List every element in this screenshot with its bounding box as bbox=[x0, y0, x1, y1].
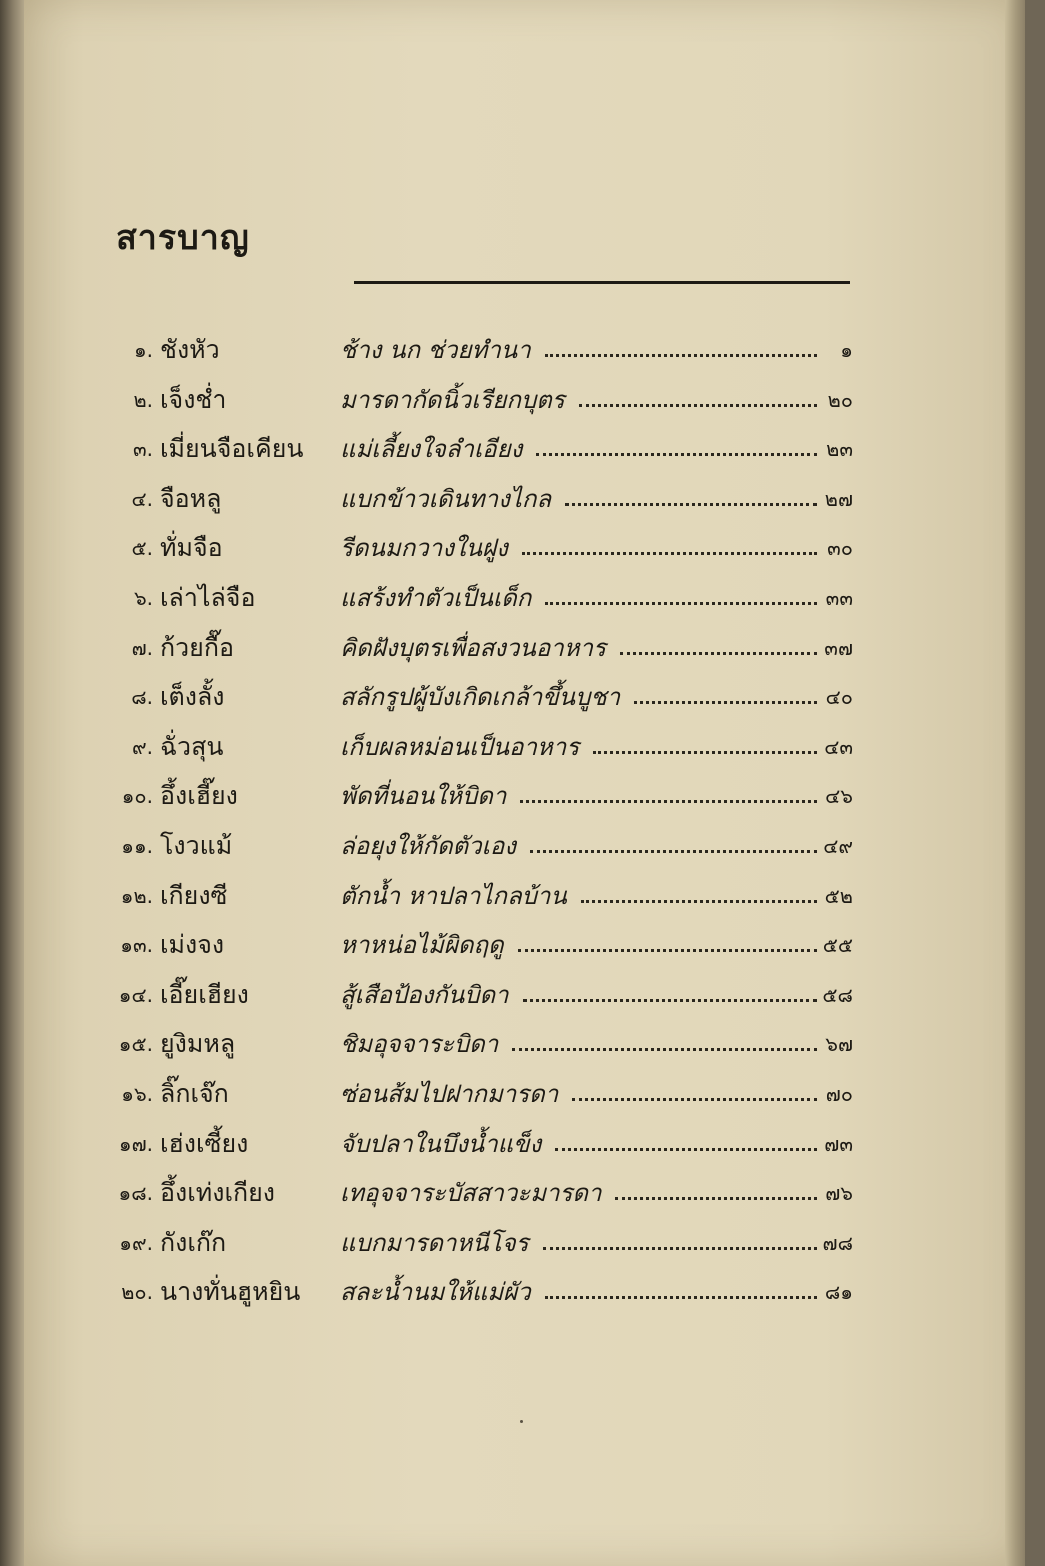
toc-entry bbox=[24, 1120, 1025, 1170]
dot-leader bbox=[536, 453, 817, 456]
entry-name: เกียงซี bbox=[160, 880, 228, 910]
entry-page: ๖๗ bbox=[825, 1032, 853, 1057]
entry-number: ๑๗. bbox=[118, 1131, 153, 1156]
dot-leader bbox=[572, 1098, 817, 1101]
entry-page: ๔๖ bbox=[825, 784, 853, 809]
entry-name: อึ้งเฮี๊ยง bbox=[160, 781, 238, 811]
entry-name: เจ็งช่ำ bbox=[160, 384, 227, 414]
entry-number: ๑๖. bbox=[121, 1081, 153, 1106]
entry-page: ๓๗ bbox=[824, 635, 853, 660]
entry-number: ๑๘. bbox=[118, 1181, 153, 1206]
page-title: สารบาญ bbox=[116, 218, 250, 258]
entry-number: ๑๙. bbox=[119, 1230, 153, 1255]
entry-name: เม่งจง bbox=[160, 930, 225, 960]
toc-entry bbox=[24, 723, 1025, 773]
paper-speck bbox=[520, 1420, 523, 1423]
dot-leader bbox=[593, 751, 817, 754]
toc-entry bbox=[24, 425, 1025, 475]
entry-name: เล่าไล่จือ bbox=[160, 582, 256, 612]
entry-name: เมี่ยนจือเคียน bbox=[160, 434, 304, 464]
entry-page: ๒๗ bbox=[824, 486, 853, 511]
entry-name: ทั่มจือ bbox=[160, 533, 223, 563]
entry-page: ๑ bbox=[840, 338, 853, 362]
dot-leader bbox=[522, 552, 817, 555]
entry-subject: ล่อยุงให้กัดตัวเอง bbox=[340, 831, 516, 860]
entry-name: ลิ๊กเจ๊ก bbox=[160, 1078, 229, 1108]
entry-page: ๕๘ bbox=[822, 982, 853, 1007]
dot-leader bbox=[565, 503, 817, 506]
entry-subject: สลักรูปผู้บังเกิดเกล้าขึ้นบูชา bbox=[340, 683, 621, 712]
entry-subject: พัดที่นอนให้บิดา bbox=[340, 782, 507, 811]
entry-page: ๗๘ bbox=[822, 1230, 853, 1255]
entry-page: ๗๐ bbox=[825, 1081, 853, 1106]
entry-number: ๙. bbox=[131, 734, 153, 759]
dot-leader bbox=[634, 701, 817, 704]
entry-page: ๓๐ bbox=[827, 536, 853, 561]
entry-name: เอี๊ยเฮียง bbox=[160, 979, 249, 1009]
dot-leader bbox=[555, 1148, 817, 1151]
entry-page: ๒๐ bbox=[827, 387, 853, 412]
entry-name: โงวแม้ bbox=[160, 830, 233, 860]
toc-entry bbox=[24, 574, 1025, 624]
entry-number: ๕. bbox=[131, 536, 153, 561]
dot-leader bbox=[520, 800, 817, 803]
dot-leader bbox=[543, 1247, 817, 1250]
book-page bbox=[24, 0, 1025, 1566]
entry-subject: เทอุจจาระบัสสาวะมารดา bbox=[340, 1179, 602, 1208]
toc-entry bbox=[24, 524, 1025, 574]
entry-name: จือหลู bbox=[160, 483, 222, 513]
dot-leader bbox=[523, 999, 817, 1002]
entry-name: ฉั่วสุน bbox=[160, 731, 224, 761]
toc-entry bbox=[24, 822, 1025, 872]
entry-subject: หาหน่อไม้ผิดฤดู bbox=[340, 931, 504, 960]
entry-number: ๔. bbox=[131, 486, 153, 511]
toc-entry bbox=[24, 1169, 1025, 1219]
entry-number: ๑๓. bbox=[120, 933, 153, 958]
entry-page: ๔๓ bbox=[824, 734, 853, 759]
entry-subject: คิดฝังบุตรเพื่อสงวนอาหาร bbox=[340, 633, 606, 662]
dot-leader bbox=[579, 404, 817, 407]
entry-number: ๘. bbox=[131, 685, 153, 710]
toc-list bbox=[24, 326, 1025, 1318]
entry-name: อึ้งเท่งเกียง bbox=[160, 1178, 275, 1208]
entry-number: ๒. bbox=[133, 387, 153, 412]
entry-subject: สู้เสือป้องกันบิดา bbox=[340, 980, 509, 1009]
entry-number: ๑๔. bbox=[118, 982, 153, 1007]
entry-number: ๑๒. bbox=[120, 883, 153, 908]
title-rule bbox=[354, 281, 850, 284]
entry-page: ๒๓ bbox=[826, 437, 853, 462]
entry-page: ๗๓ bbox=[824, 1131, 853, 1156]
entry-subject: แบกมารดาหนีโจร bbox=[340, 1228, 529, 1257]
dot-leader bbox=[545, 602, 817, 605]
toc-entry bbox=[24, 921, 1025, 971]
entry-subject: จับปลาในบึงน้ำแข็ง bbox=[340, 1129, 542, 1158]
entry-number: ๓. bbox=[132, 437, 153, 462]
entry-page: ๕๒ bbox=[824, 883, 853, 908]
entry-name: ก้วยกื๊อ bbox=[160, 632, 234, 662]
entry-subject: รีดนมกวางในฝูง bbox=[340, 534, 508, 563]
entry-subject: ตักน้ำ หาปลาไกลบ้าน bbox=[340, 881, 567, 910]
entry-name: ชังหัว bbox=[160, 335, 220, 364]
dot-leader bbox=[512, 1048, 817, 1051]
entry-name: กังเก๊ก bbox=[160, 1227, 227, 1257]
dot-leader bbox=[620, 652, 817, 655]
entry-subject: แสร้งทำตัวเป็นเด็ก bbox=[340, 583, 532, 612]
entry-subject: เก็บผลหม่อนเป็นอาหาร bbox=[340, 732, 580, 761]
entry-subject: แบกข้าวเดินทางไกล bbox=[340, 484, 552, 513]
toc-entry bbox=[24, 872, 1025, 922]
toc-entry bbox=[24, 673, 1025, 723]
entry-name: เต็งลั้ง bbox=[160, 682, 225, 712]
entry-number: ๑๐. bbox=[121, 784, 153, 809]
toc-entry bbox=[24, 624, 1025, 674]
entry-page: ๓๓ bbox=[825, 585, 853, 610]
dot-leader bbox=[615, 1197, 817, 1200]
entry-subject: สละน้ำนมให้แม่ผัว bbox=[340, 1278, 531, 1307]
toc-entry bbox=[24, 475, 1025, 525]
toc-entry bbox=[24, 772, 1025, 822]
entry-number: ๑๕. bbox=[118, 1032, 153, 1057]
entry-name: นางทั่นฮูหยิน bbox=[160, 1277, 301, 1307]
entry-name: ยูงิมหลู bbox=[160, 1029, 236, 1059]
entry-page: ๗๖ bbox=[825, 1181, 853, 1206]
entry-subject: ช้าง นก ช่วยทำนา bbox=[340, 336, 531, 364]
entry-subject: ชิมอุจจาระบิดา bbox=[340, 1030, 499, 1059]
entry-subject: แม่เลี้ยงใจลำเอียง bbox=[340, 435, 523, 464]
entry-page: ๔๙ bbox=[823, 833, 853, 858]
toc-entry bbox=[24, 1070, 1025, 1120]
toc-entry bbox=[24, 1268, 1025, 1318]
toc-entry bbox=[24, 971, 1025, 1021]
entry-number: ๒๐. bbox=[121, 1280, 153, 1305]
dot-leader bbox=[581, 900, 817, 903]
dot-leader bbox=[530, 850, 817, 853]
book-spine bbox=[0, 0, 24, 1566]
entry-name: เฮ่งเซี้ยง bbox=[160, 1128, 249, 1158]
entry-number: ๖. bbox=[133, 585, 153, 610]
entry-number: ๑. bbox=[133, 338, 153, 362]
toc-entry bbox=[24, 326, 1025, 376]
dot-leader bbox=[545, 1296, 817, 1299]
entry-page: ๕๕ bbox=[822, 933, 853, 958]
dot-leader bbox=[518, 949, 817, 952]
toc-entry bbox=[24, 376, 1025, 426]
entry-number: ๑๑. bbox=[121, 833, 153, 858]
entry-subject: ซ่อนส้มไปฝากมารดา bbox=[340, 1079, 559, 1108]
entry-subject: มารดากัดนิ้วเรียกบุตร bbox=[340, 385, 565, 414]
entry-page: ๔๐ bbox=[825, 685, 853, 710]
entry-page: ๘๑ bbox=[824, 1280, 853, 1305]
entry-number: ๗. bbox=[131, 635, 153, 660]
toc-entry bbox=[24, 1219, 1025, 1269]
toc-entry bbox=[24, 1020, 1025, 1070]
dot-leader bbox=[545, 354, 817, 357]
